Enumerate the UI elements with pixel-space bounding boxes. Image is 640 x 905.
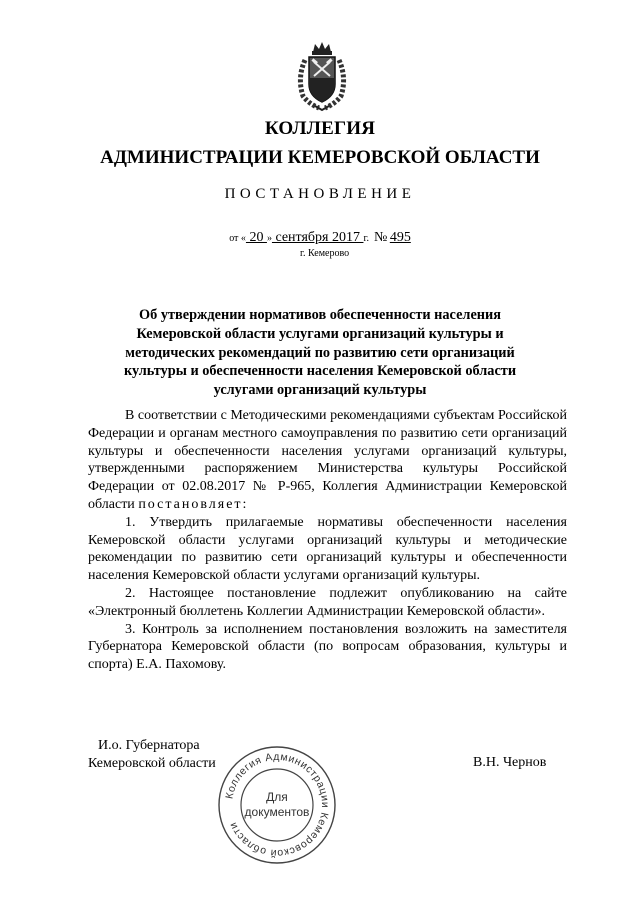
date-quote: » <box>266 233 272 244</box>
intro-paragraph <box>88 407 567 514</box>
coat-of-arms-icon <box>293 40 351 112</box>
date-year-suffix: г. <box>363 233 369 244</box>
date-day: 20 <box>245 230 267 245</box>
signatory-position <box>88 737 216 773</box>
item-2: 2. Настоящее постановление подлежит опубликованию на сайте «Электронный бюллетень Коллегии Администрации Кемеровской области». <box>88 585 567 619</box>
date-from-label: от « <box>229 233 246 244</box>
signatory-position-line2: Кемеровской области <box>88 756 216 771</box>
org-title-line1: КОЛЛЕГИЯ <box>264 118 376 139</box>
item-1: 1. Утвердить прилагаемые нормативы обеспеченности населения Кемеровской области услугами организаций культуры и методические рекомендации по развитию сети организаций культуры и обеспеченности населения Кемеровской области услугами организаций культуры. <box>88 514 567 584</box>
document-body <box>88 407 567 674</box>
signatory-position-line1: И.о. Губернатора <box>98 738 200 753</box>
signatory-name: В.Н. Чернов <box>473 755 547 770</box>
intro-keyword: постановляет: <box>138 496 249 512</box>
date-month-year: сентября 2017 <box>271 230 364 245</box>
org-title-line2: АДМИНИСТРАЦИИ КЕМЕРОВСКОЙ ОБЛАСТИ <box>100 147 540 168</box>
stamp-ring-text: Коллегия Администрации Кемеровской области <box>223 750 332 860</box>
document-type: ПОСТАНОВЛЕНИЕ <box>224 186 416 202</box>
stamp-center-line2: документов <box>244 805 310 819</box>
item-3: 3. Контроль за исполнением постановления возложить на заместителя Губернатора Кемеровской области (по вопросам образования, культуры и спорта) Е.А. Пахомову. <box>88 621 567 673</box>
intro-text: В соответствии с Методическими рекомендациями субъектам Российской Федерации и органам местного самоуправления по развитию сети организаций культуры и обеспеченности населения услугами организаций культуры, утвержденными распоряжением Министерства культуры Российской Федерации от 02.08.2017 № Р-965, Коллегия Администрации Кемеровской области <box>88 408 567 512</box>
stamp-center-line1: Для <box>266 790 288 804</box>
date-number-line <box>0 230 640 246</box>
official-stamp-icon <box>216 744 338 866</box>
document-number: 495 <box>389 230 411 245</box>
document-subject: Об утверждении нормативов обеспеченности населения Кемеровской области услугами организаций культуры и методических рекомендаций по развитию сети организаций культуры и обеспеченности населения Кемеровской области услугами организаций культуры <box>123 307 517 399</box>
number-label: № <box>373 230 388 245</box>
city: г. Кемерово <box>300 248 350 259</box>
